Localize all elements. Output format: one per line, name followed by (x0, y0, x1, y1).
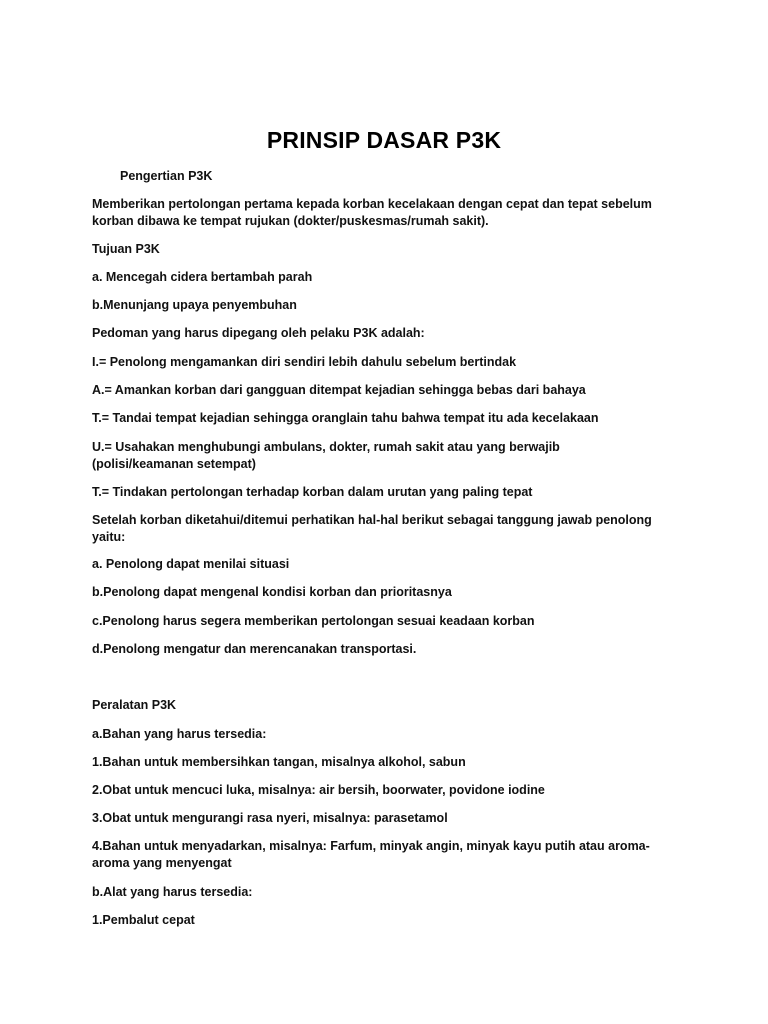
document-title: PRINSIP DASAR P3K (266, 127, 502, 153)
list-item: b.Menunjang upaya penyembuhan (92, 298, 297, 312)
list-item: a. Mencegah cidera bertambah parah (92, 270, 313, 284)
list-item: T.= Tandai tempat kejadian sehingga oranglain tahu bahwa tempat itu ada kecelakaan (92, 411, 599, 425)
list-item: 1.Pembalut cepat (92, 913, 195, 927)
list-item: I.= Penolong mengamankan diri sendiri lebih dahulu sebelum bertindak (92, 355, 517, 369)
section-heading-peralatan: Peralatan P3K (92, 698, 177, 712)
list-item: b.Penolong dapat mengenal kondisi korban dan prioritasnya (92, 585, 452, 599)
section-heading-pengertian: Pengertian P3K (120, 169, 213, 183)
list-item: aroma yang menyengat (92, 856, 232, 870)
list-item: T.= Tindakan pertolongan terhadap korban dalam urutan yang paling tepat (92, 485, 533, 499)
paragraph-line: yaitu: (92, 530, 126, 544)
paragraph-line: Memberikan pertolongan pertama kepada korban kecelakaan dengan cepat dan tepat sebelum (92, 197, 652, 211)
list-item: 2.Obat untuk mencuci luka, misalnya: air bersih, boorwater, povidone iodine (92, 783, 545, 797)
list-item: b.Alat yang harus tersedia: (92, 885, 253, 899)
list-item: 4.Bahan untuk menyadarkan, misalnya: Farfum, minyak angin, minyak kayu putih atau aroma- (92, 839, 650, 853)
list-item: (polisi/keamanan setempat) (92, 457, 256, 471)
paragraph-line: Setelah korban diketahui/ditemui perhatikan hal-hal berikut sebagai tanggung jawab penolong (92, 513, 652, 527)
list-item: c.Penolong harus segera memberikan pertolongan sesuai keadaan korban (92, 614, 535, 628)
paragraph-line: korban dibawa ke tempat rujukan (dokter/puskesmas/rumah sakit). (92, 214, 489, 228)
list-item: d.Penolong mengatur dan merencanakan transportasi. (92, 642, 417, 656)
list-item: A.= Amankan korban dari gangguan ditempat kejadian sehingga bebas dari bahaya (92, 383, 586, 397)
list-item: 1.Bahan untuk membersihkan tangan, misalnya alkohol, sabun (92, 755, 466, 769)
section-heading-tujuan: Tujuan P3K (92, 242, 160, 256)
list-item: 3.Obat untuk mengurangi rasa nyeri, misalnya: parasetamol (92, 811, 448, 825)
list-item: a.Bahan yang harus tersedia: (92, 727, 267, 741)
list-item: U.= Usahakan menghubungi ambulans, dokter, rumah sakit atau yang berwajib (92, 440, 560, 454)
paragraph-line: Pedoman yang harus dipegang oleh pelaku P3K adalah: (92, 326, 425, 340)
list-item: a. Penolong dapat menilai situasi (92, 557, 290, 571)
